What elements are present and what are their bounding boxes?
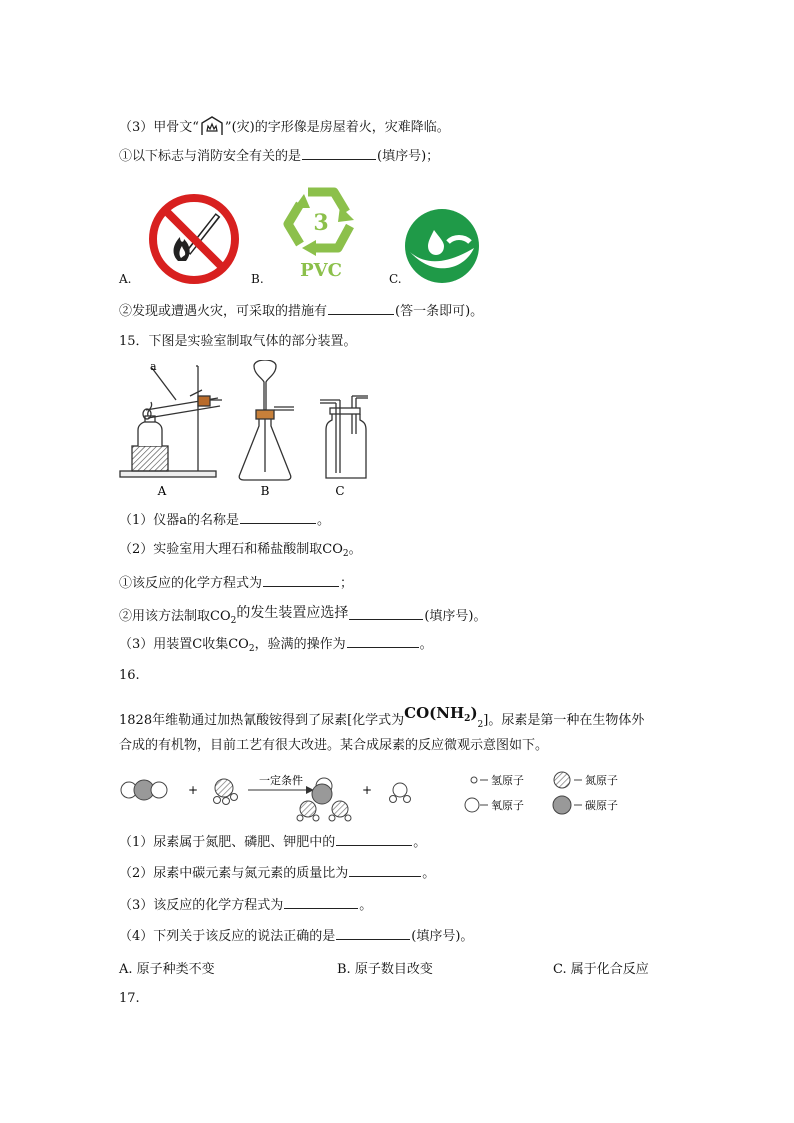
- svg-text:+: +: [362, 783, 373, 797]
- q16-number: 16.: [119, 668, 140, 683]
- q14-3-sub2: ②发现或遭遇火灾，可采取的措施有 (答一条即可)。: [119, 301, 483, 321]
- q16-part3: （3）该反应的化学方程式为 。: [119, 895, 372, 915]
- lab-apparatus-svg: [118, 360, 374, 502]
- q16-part1: （1）尿素属于氮肥、磷肥、钾肥中的 。: [119, 832, 426, 852]
- answer-blank[interactable]: [336, 926, 410, 940]
- q16-option-a[interactable]: A. 原子种类不变: [119, 962, 215, 977]
- legend-nitrogen: 氮原子: [585, 774, 618, 787]
- q15-part2: （2）实验室用大理石和稀盐酸制取$CO_2$。: [119, 542, 362, 559]
- answer-blank[interactable]: [347, 634, 419, 648]
- apparatus-c-label: C: [335, 484, 345, 498]
- lab-apparatus-figure: [118, 360, 374, 506]
- answer-blank[interactable]: [263, 573, 339, 587]
- q15-part3: （3）用装置C收集$CO_2$，验满的操作为 。: [119, 634, 433, 658]
- apparatus-a-label-a: a: [150, 360, 157, 373]
- water-saving-icon: [404, 208, 480, 288]
- q16-part2: （2）尿素中碳元素与氮元素的质量比为 。: [119, 863, 435, 883]
- q16-part4: （4）下列关于该反应的说法正确的是 (填序号)。: [119, 926, 473, 946]
- q15-part2b: ②用该方法制取$CO_2$的发生装置应选择 (填序号)。: [119, 605, 487, 626]
- pvc-recycling-icon: [280, 182, 362, 284]
- answer-blank[interactable]: [302, 146, 376, 160]
- apparatus-b: [239, 360, 294, 480]
- pvc-number: 3: [313, 210, 329, 236]
- apparatus-a-label: A: [157, 484, 167, 498]
- q16-intro-line1: 1828年维勒通过加热氰酸铵得到了尿素[化学式为$CO(NH_2)_2$]。尿素是第一种在生物体外: [119, 704, 645, 730]
- q15-title: 15．下图是实验室制取气体的部分装置。: [119, 334, 357, 349]
- q16-option-c[interactable]: C. 属于化合反应: [553, 962, 649, 977]
- answer-blank[interactable]: [328, 301, 394, 315]
- sign-a-label: A.: [119, 272, 132, 286]
- legend-oxygen: 氧原子: [491, 799, 524, 812]
- apparatus-c: [320, 396, 368, 478]
- urea-formula: $CO(NH_2)$: [404, 704, 478, 724]
- apparatus-a: [120, 366, 222, 477]
- legend-hydrogen: 氢原子: [491, 774, 524, 787]
- q17-number: 17.: [119, 991, 140, 1006]
- q16-option-b[interactable]: B. 原子数目改变: [337, 962, 433, 977]
- q14-3-sub1: ①以下标志与消防安全有关的是 (填序号)；: [119, 146, 439, 166]
- answer-blank[interactable]: [240, 510, 316, 524]
- q15-part2a: ①该反应的化学方程式为 ；: [119, 573, 353, 593]
- apparatus-b-label: B: [260, 484, 270, 498]
- oracle-bone-zai-glyph: [199, 115, 225, 137]
- reaction-condition: 一定条件: [259, 774, 303, 787]
- answer-blank[interactable]: [349, 863, 421, 877]
- q16-intro-line2: 合成的有机物，目前工艺有很大改进。某合成尿素的反应微观示意图如下。: [119, 738, 549, 753]
- legend-carbon: 碳原子: [585, 799, 618, 812]
- sign-c-label: C.: [389, 272, 402, 286]
- pvc-text: PVC: [300, 260, 342, 280]
- no-open-flame-sign: [148, 193, 240, 289]
- svg-text:+: +: [188, 783, 199, 797]
- answer-blank[interactable]: [284, 895, 358, 909]
- q14-3-line: （3）甲骨文“ ”(灾)的字形像是房屋着火，灾难降临。: [119, 115, 450, 137]
- answer-blank[interactable]: [336, 832, 412, 846]
- sign-b-label: B.: [251, 272, 264, 286]
- reaction-diagram: [118, 764, 638, 826]
- answer-blank[interactable]: [349, 606, 423, 620]
- q15-part1: （1）仪器a的名称是 。: [119, 510, 330, 530]
